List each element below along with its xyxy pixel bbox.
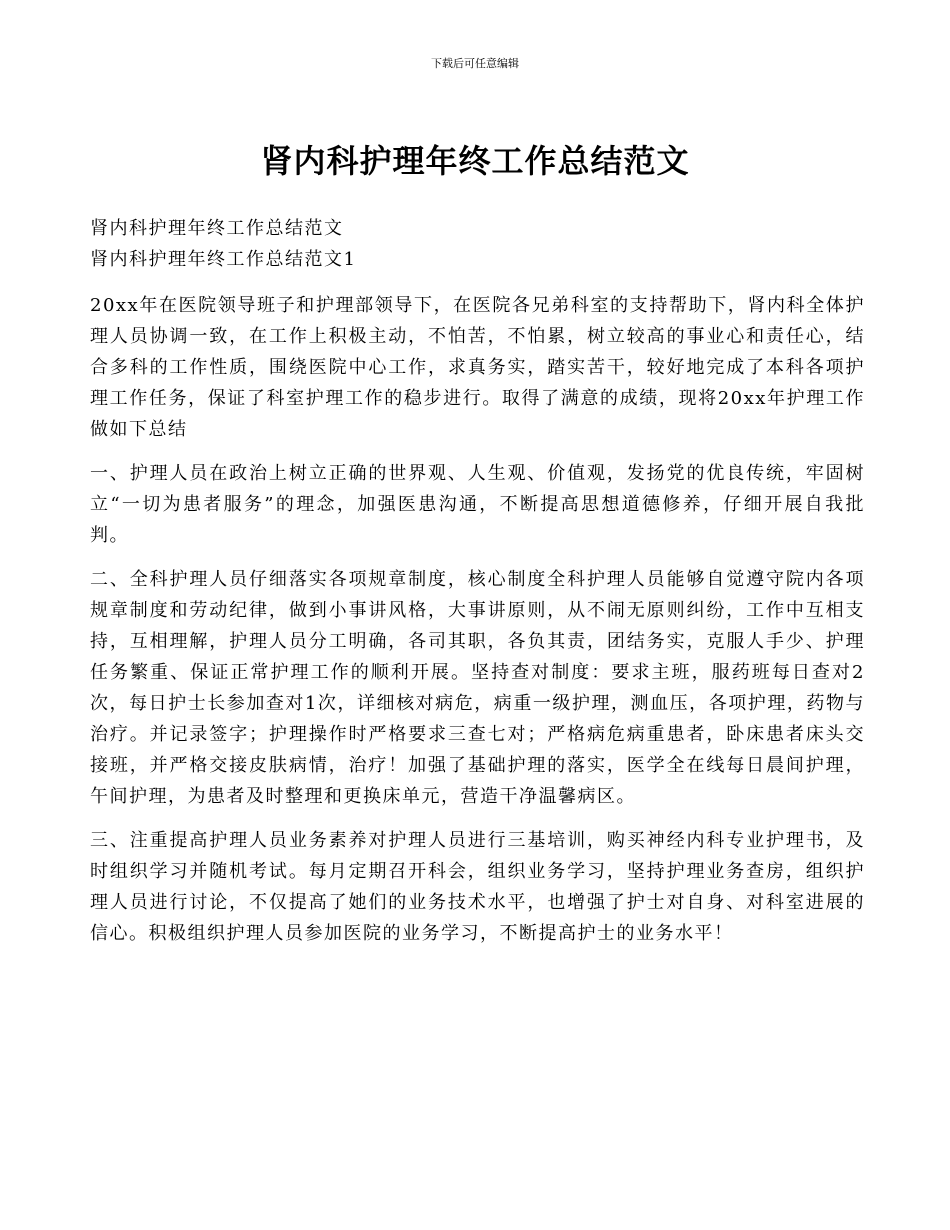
document-title: 肾内科护理年终工作总结范文: [260, 142, 690, 180]
body-paragraphs: [90, 290, 865, 962]
paragraph-section-1: 一、护理人员在政治上树立正确的世界观、人生观、价值观，发扬党的优良传统，牢固树立“一切为患者服务”的理念，加强医患沟通，不断提高思想道德修养，仔细开展自我批判。: [90, 463, 865, 546]
subheading-1: 肾内科护理年终工作总结范文: [90, 218, 344, 239]
header-note: 下载后可任意编辑: [431, 57, 519, 70]
subheading-2: 肾内科护理年终工作总结范文1: [90, 249, 357, 270]
paragraph-intro: 20xx年在医院领导班子和护理部领导下，在医院各兄弟科室的支持帮助下，肾内科全体护理人员协调一致，在工作上积极主动，不怕苦，不怕累，树立较高的事业心和责任心，结合多科的工作性质，围绕医院中心工作，求真务实，踏实苦干，较好地完成了本科各项护理工作任务，保证了科室护理工作的稳步进行。取得了满意的成绩，现将20xx年护理工作做如下总结: [90, 295, 865, 440]
paragraph-section-3: 三、注重提高护理人员业务素养对护理人员进行三基培训，购买神经内科专业护理书，及时组织学习并随机考试。每月定期召开科会，组织业务学习，坚持护理业务查房，组织护理人员进行讨论，不仅提高了她们的业务技术水平，也增强了护士对自身、对科室进展的信心。积极组织护理人员参加医院的业务学习，不断提高护士的业务水平！: [90, 830, 865, 944]
paragraph-section-2: 二、全科护理人员仔细落实各项规章制度，核心制度全科护理人员能够自觉遵守院内各项规章制度和劳动纪律，做到小事讲风格，大事讲原则，从不闹无原则纠纷，工作中互相支持，互相理解，护理人员分工明确，各司其职，各负其责，团结务实，克服人手少、护理任务繁重、保证正常护理工作的顺利开展。坚持查对制度：要求主班，服药班每日查对2次，每日护士长参加查对1次，详细核对病危，病重一级护理，测血压，各项护理，药物与治疗。并记录签字；护理操作时严格要求三查七对；严格病危病重患者，卧床患者床头交接班，并严格交接皮肤病情，治疗！加强了基础护理的落实，医学全在线每日晨间护理，午间护理，为患者及时整理和更换床单元，营造干净温馨病区。: [90, 569, 865, 807]
